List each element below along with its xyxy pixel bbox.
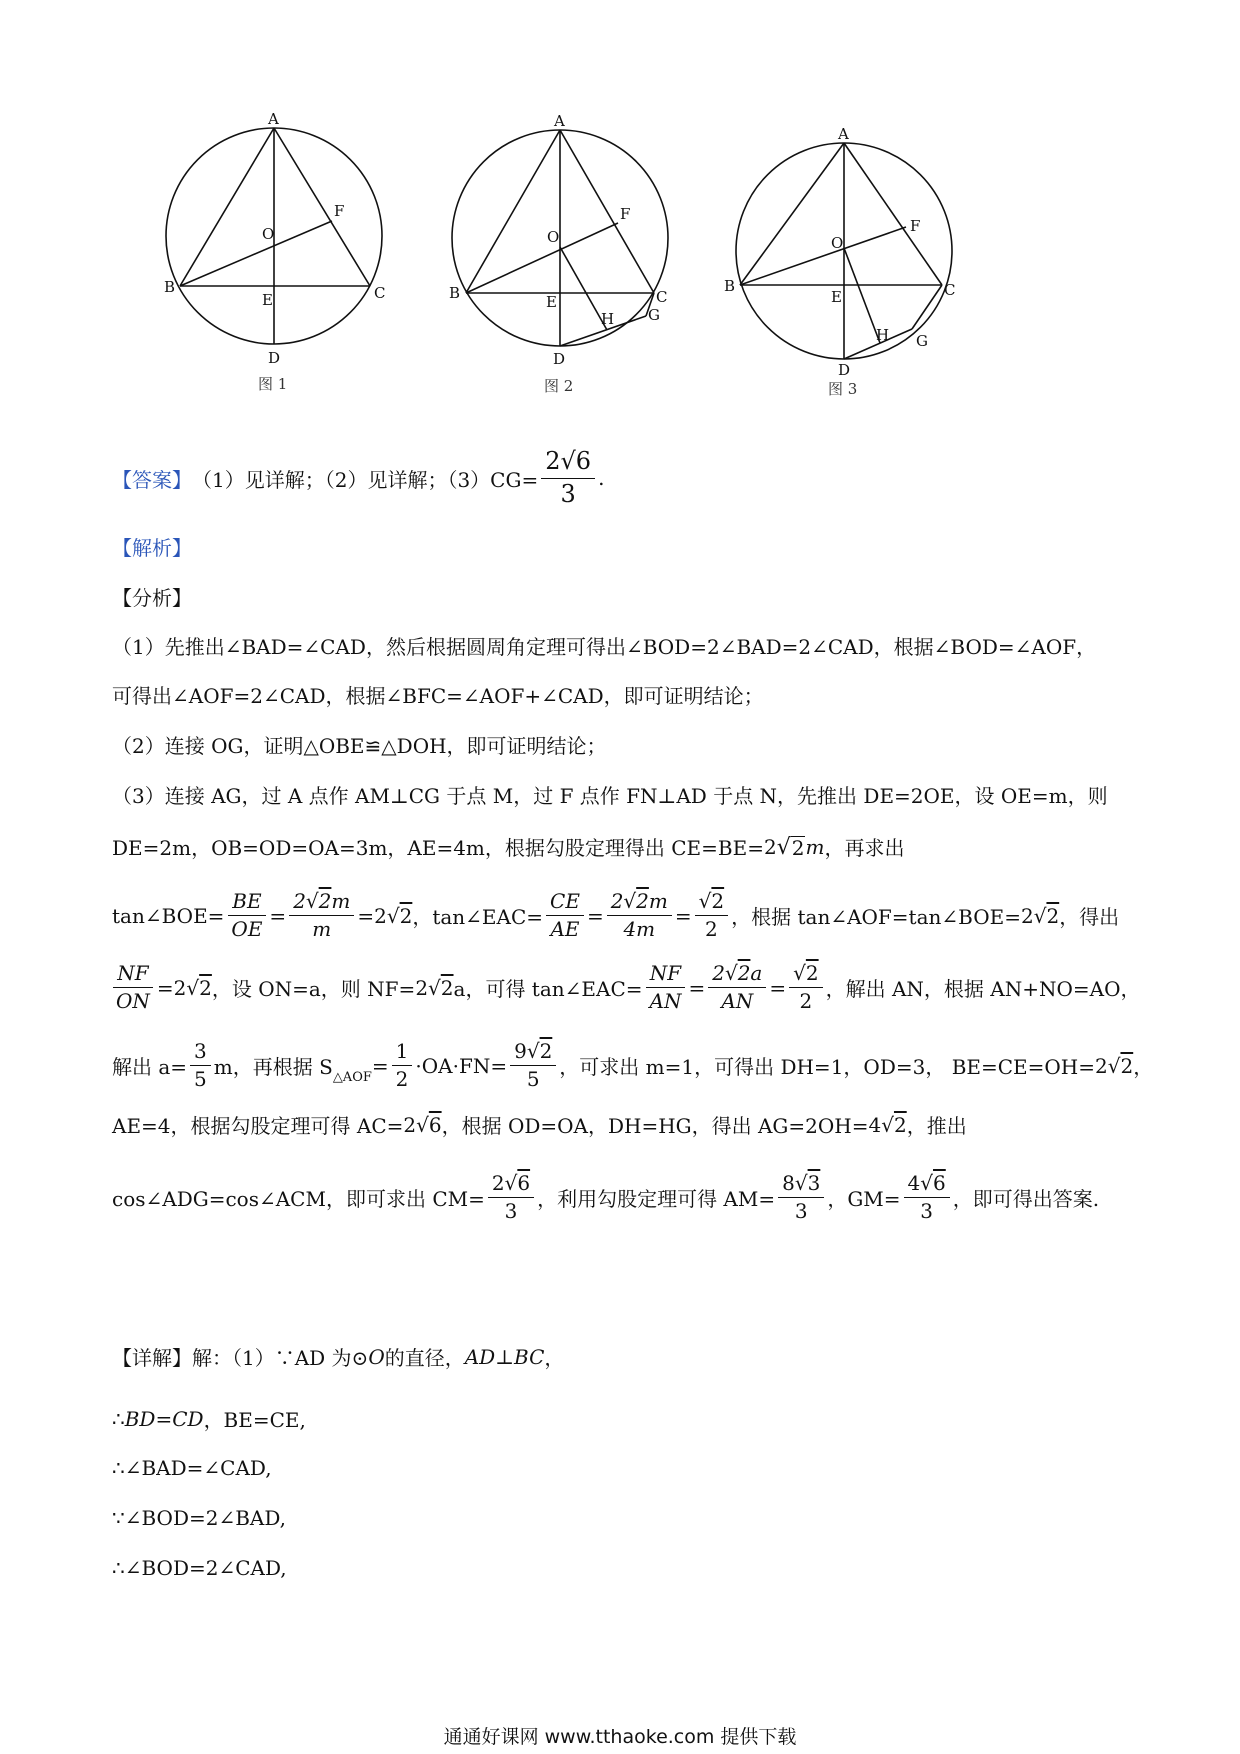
detail-line2 <box>112 1404 306 1433</box>
l7-b: ，根据 OD=OA，DH=HG，得出 AG=2OH= <box>441 1114 869 1138</box>
l4-b: ，tan∠EAC= <box>412 905 544 929</box>
l5-c: ，解出 AN，根据 AN+NO=AO， <box>825 977 1141 1001</box>
fig3-segment-bf <box>740 227 906 285</box>
detail-line1 <box>112 1342 564 1371</box>
l6-c: = <box>371 1053 389 1078</box>
answer-frac-den: 3 <box>560 479 576 508</box>
frac-2root2a-an: $\frac{2√2a}{AN}$ <box>708 962 766 1013</box>
detail-l1-o: O <box>368 1344 385 1369</box>
detail-l1-b: 的直径， <box>384 1346 465 1370</box>
detail-tag: 【详解】 <box>112 1346 192 1370</box>
fig2-label-d: D <box>553 350 566 368</box>
fig2-label-b: B <box>449 284 461 302</box>
fig1-label-b: B <box>164 278 176 296</box>
fig1-chord-ab <box>180 128 274 286</box>
figure-2 <box>452 130 668 346</box>
fig2-chord-ab <box>466 130 560 293</box>
frac-4root6-3: $\frac{4√6}{3}$ <box>904 1172 950 1223</box>
fig1-label-d: D <box>268 349 281 367</box>
fig2-label-h: H <box>601 310 615 328</box>
analysis-line8 <box>112 1172 1099 1223</box>
answer-line <box>112 448 604 508</box>
footer-text: 通通好课网 www.tthaoke.com 提供下载 <box>443 1726 797 1748</box>
analysis-p1-line1: （1）先推出∠BAD=∠CAD，然后根据圆周角定理可得出∠BOD=2∠BAD=2∠CAD，根据∠BOD=∠AOF， <box>112 635 1097 659</box>
figure-3 <box>736 143 952 359</box>
fig2-label-f: F <box>620 205 631 223</box>
fig3-label-e: E <box>831 288 842 306</box>
l8-d: ，即可得出答案. <box>952 1187 1100 1211</box>
fig1-chord-ac <box>274 128 370 286</box>
detail-line3: ∴∠BAD=∠CAD, <box>112 1456 272 1480</box>
analysis-p3-line2 <box>112 832 904 861</box>
analysis-p2: （2）连接 OG，证明△OBE≌△DOH，即可证明结论； <box>112 734 607 758</box>
fig1-label-e: E <box>262 291 273 309</box>
fig3-label-g: G <box>916 332 928 350</box>
l8-c: ，GM= <box>827 1187 901 1211</box>
fig1-label-c: C <box>374 284 386 302</box>
fig3-label-h: H <box>876 326 890 344</box>
fig3-segment-gc <box>912 285 942 329</box>
l6-sub: △AOF <box>332 1070 372 1085</box>
analysis-p1-line2: 可得出∠AOF=2∠CAD，根据∠BFC=∠AOF+∠CAD，即可证明结论； <box>112 684 764 708</box>
answer-tag: 【答案】 <box>112 467 192 492</box>
frac-9root2-5: $\frac{9√2}{5}$ <box>510 1040 556 1091</box>
detail-line4: ∵∠BOD=2∠BAD, <box>112 1506 287 1530</box>
frac-8root3-3: $\frac{8√3}{3}$ <box>778 1172 824 1223</box>
l5-b: a，可得 tan∠EAC= <box>453 977 643 1001</box>
frac-2root6-3: $\frac{2√6}{3}$ <box>488 1172 534 1223</box>
l4-c: ，根据 tan∠AOF=tan∠BOE= <box>731 905 1021 929</box>
l7-a: AE=4，根据勾股定理可得 AC= <box>112 1114 404 1138</box>
frac-nf-on: $\frac{NF}{ON}$ <box>112 962 154 1013</box>
analysis-line4: tan∠BOE= $\frac{BE}{OE}$ = $\frac{2√2m}{m}$ =2√2 ，tan∠EAC= $\frac{CE}{AE}$ = $\frac{2√2m}{4m}$ = $\frac{√2}{2}$ ，根据 tan∠AOF=tan∠BOE= 2√2 ，得出 <box>112 889 1120 941</box>
frac-root2-2b: $\frac{√2}{2}$ <box>789 962 822 1013</box>
answer-frac-num: 2√6 <box>541 448 595 479</box>
answer-text: （1）见详解；（2）见详解；（3）CG= <box>192 467 539 492</box>
fig2-segment-oh <box>560 247 607 330</box>
fig3-label-o: O <box>831 234 844 252</box>
analysis-line6: 解出 a= $\frac{3}{5}$ m，再根据 S △AOF = $\frac{1}{2}$ ·OA·FN= $\frac{9√2}{5}$ ，可求出 m=1，可得出 DH=1，OD=3， BE=CE=OH= 2√2 ， <box>112 1039 1154 1091</box>
frac-2root2m-4m: $\frac{2√2m}{4m}$ <box>607 890 672 941</box>
fig3-chord-ab <box>740 143 844 285</box>
detail-l2-c: ，BE=CE, <box>203 1408 306 1432</box>
analysis-p3-line2-tail: ，再求出 <box>824 836 905 860</box>
frac-3-5: $\frac{3}{5}$ <box>190 1040 211 1091</box>
fig2-label-c: C <box>656 288 668 306</box>
fig3-caption: 图 3 <box>828 380 858 398</box>
fig3-label-c: C <box>944 281 956 299</box>
l6-e: ，可求出 m=1，可得出 DH=1，OD=3， BE=CE=OH= <box>559 1055 1095 1079</box>
frac-root2-2: $\frac{√2}{2}$ <box>695 890 728 941</box>
l4-a: tan∠BOE= <box>112 903 225 928</box>
detail-line5: ∴∠BOD=2∠CAD, <box>112 1556 287 1580</box>
expr-2root2m: 2 √ 2 m <box>763 834 825 860</box>
fig1-segment-bf <box>180 221 332 286</box>
fig3-segment-oh <box>844 248 880 343</box>
detail-l2-a: ∴ <box>112 1406 125 1431</box>
fig3-label-d: D <box>838 361 851 379</box>
figures-row <box>0 0 1240 420</box>
fig1-label-f: F <box>334 202 345 220</box>
answer-fraction <box>541 448 595 508</box>
fig2-label-o: O <box>547 228 560 246</box>
fig2-chord-ac <box>560 130 654 293</box>
fenxi-heading: 【分析】 <box>112 586 192 610</box>
frac-nf-an: $\frac{NF}{AN}$ <box>646 962 686 1013</box>
l6-b: m，再根据 S <box>213 1055 333 1079</box>
fig3-label-a: A <box>838 125 849 143</box>
answer-end: . <box>598 466 605 491</box>
fig1-label-o: O <box>262 225 275 243</box>
fig2-label-g: G <box>648 306 660 324</box>
fig2-caption: 图 2 <box>544 377 574 395</box>
frac-be-oe: $\frac{BE}{OE}$ <box>227 890 266 941</box>
l6-a: 解出 a= <box>112 1055 188 1079</box>
fig2-segment-bf <box>466 223 618 293</box>
fig1-label-a: A <box>268 110 279 128</box>
detail-l2-b: BD=CD <box>124 1406 204 1431</box>
analysis-p3-line2-text: DE=2m，OB=OD=OA=3m，AE=4m，根据勾股定理得出 CE=BE= <box>112 836 764 860</box>
fig3-label-f: F <box>910 217 921 235</box>
l4-d: ，得出 <box>1059 905 1120 929</box>
l8-b: ，利用勾股定理可得 AM= <box>537 1187 776 1211</box>
l8-a: cos∠ADG=cos∠ACM，即可求出 CM= <box>112 1187 485 1211</box>
fig1-caption: 图 1 <box>258 375 288 393</box>
detail-l1-c: AD⊥BC <box>464 1344 545 1369</box>
geometry-figures <box>0 0 1240 420</box>
detail-l1-d: ， <box>544 1346 565 1370</box>
analysis-line5: $\frac{NF}{ON}$ =2√2 ，设 ON=a，则 NF= 2√2 a，可得 tan∠EAC= $\frac{NF}{AN}$ = $\frac{2√2a}{AN}$ = $\frac{√2}{2}$ ，解出 AN，根据 AN+NO=AO， <box>112 962 1140 1013</box>
jiexi-heading: 【解析】 <box>112 536 192 560</box>
l6-d: ·OA·FN= <box>415 1053 508 1078</box>
l6-f: ， <box>1133 1055 1154 1079</box>
detail-l1-a: 解：（1）∵AD 为⊙ <box>192 1346 369 1370</box>
frac-1-2: $\frac{1}{2}$ <box>392 1040 413 1091</box>
analysis-line7: AE=4，根据勾股定理可得 AC= 2√6 ，根据 OD=OA，DH=HG，得出 AG=2OH= 4√2 ，推出 <box>112 1110 967 1139</box>
analysis-p3-line1: （3）连接 AG，过 A 点作 AM⊥CG 于点 M，过 F 点作 FN⊥AD 于点 N，先推出 DE=2OE，设 OE=m，则 <box>112 784 1108 808</box>
fig2-label-a: A <box>554 112 565 130</box>
fig3-chord-ac <box>844 143 942 285</box>
fig3-label-b: B <box>724 277 736 295</box>
l5-a: ，设 ON=a，则 NF= <box>211 977 416 1001</box>
frac-2root2m-m: $\frac{2√2m}{m}$ <box>289 890 354 941</box>
frac-ce-ae: $\frac{CE}{AE}$ <box>546 890 584 941</box>
fig2-label-e: E <box>546 293 557 311</box>
l7-c: ，推出 <box>906 1114 967 1138</box>
